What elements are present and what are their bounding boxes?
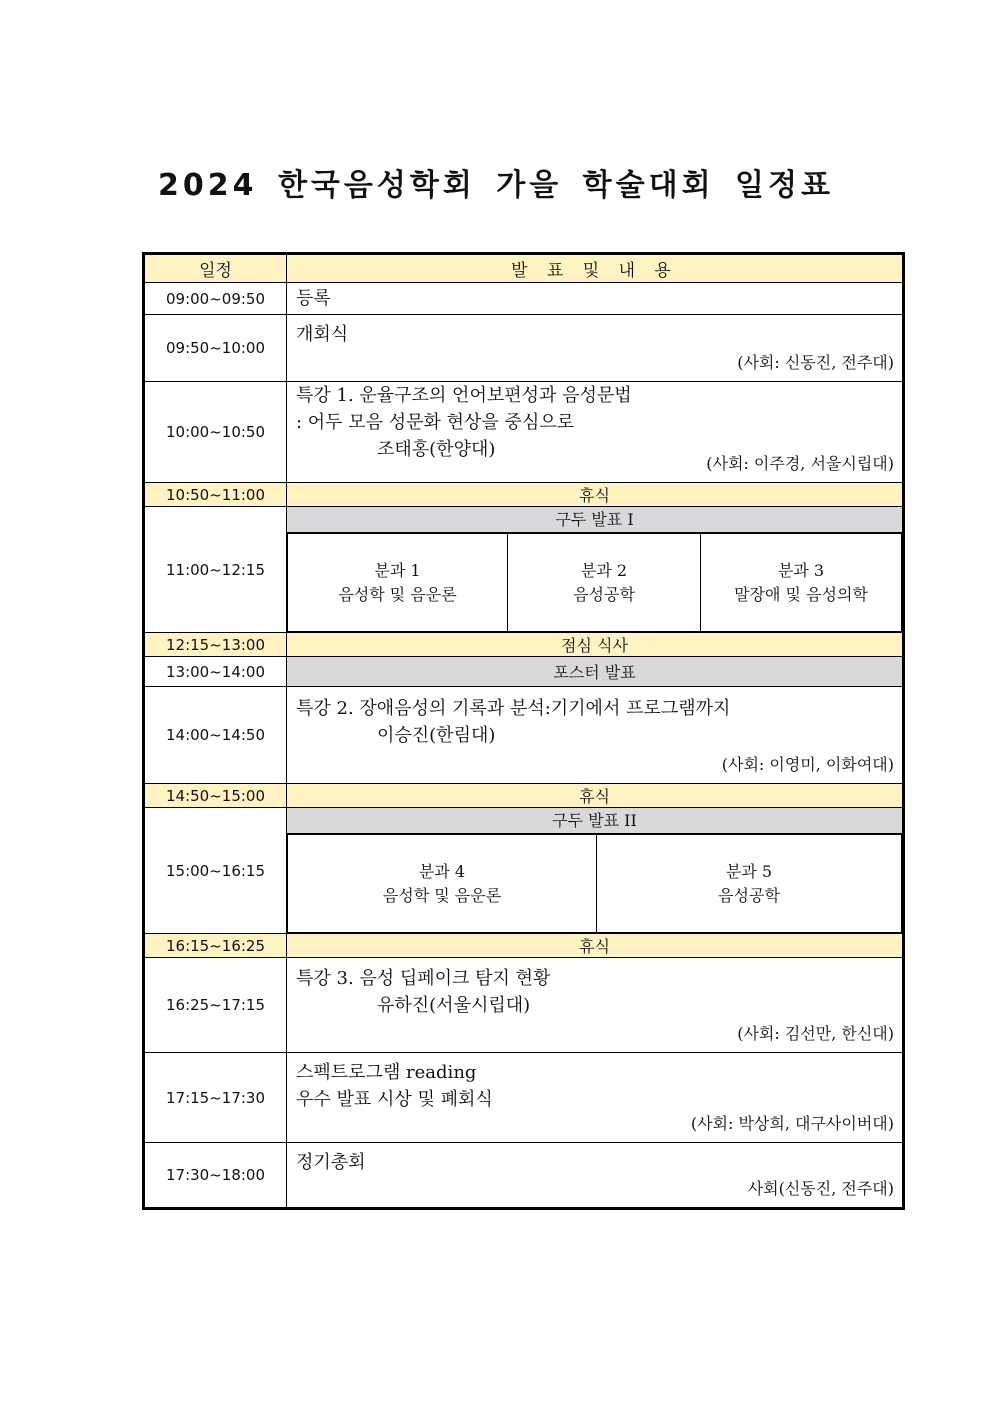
- track-topic: 음성공학: [573, 584, 635, 604]
- content-cell: [287, 1143, 904, 1209]
- time-cell: 09:50~10:00: [144, 315, 287, 382]
- table-row-break: [144, 934, 904, 958]
- time-cell: 11:00~12:15: [144, 507, 287, 633]
- session-title: 구두 발표 I: [287, 507, 902, 533]
- host-info: (사회: 이주경, 서울시립대): [706, 454, 894, 473]
- break-label: 휴식: [287, 934, 904, 958]
- schedule-table: [142, 252, 905, 1210]
- track-topic: 말장애 및 음성의학: [734, 584, 868, 604]
- track-name: 분과 5: [725, 861, 773, 881]
- table-header-row: [144, 254, 904, 283]
- content-cell: [287, 283, 904, 315]
- content-cell: [287, 315, 904, 382]
- time-cell: 10:50~11:00: [144, 483, 287, 507]
- speaker: 조태홍(한양대): [377, 439, 496, 460]
- track-topic: 음성학 및 음운론: [382, 885, 502, 905]
- item-title: 개회식: [296, 324, 349, 345]
- time-cell: 13:00~14:00: [144, 657, 287, 687]
- item-title: 스펙트로그램 reading: [296, 1062, 477, 1083]
- track-topic: 음성공학: [718, 885, 780, 905]
- item-subtitle: 우수 발표 시상 및 폐회식: [296, 1089, 493, 1110]
- lecture-title: 특강 3. 음성 딥페이크 탐지 현황: [296, 968, 551, 989]
- table-row-break: [144, 633, 904, 657]
- break-label: 점심 식사: [287, 633, 904, 657]
- page-title: 2024 한국음성학회 가을 학술대회 일정표: [158, 168, 834, 203]
- track-name: 분과 1: [374, 560, 421, 580]
- content-cell: [287, 1053, 904, 1143]
- break-label: 휴식: [287, 483, 904, 507]
- content-cell: [287, 687, 904, 784]
- table-row: [144, 958, 904, 1053]
- time-cell: 12:15~13:00: [144, 633, 287, 657]
- break-label: 휴식: [287, 784, 904, 808]
- track-topic: 음성학 및 음운론: [338, 584, 457, 604]
- track-4: [288, 835, 597, 933]
- table-row: [144, 687, 904, 784]
- poster-label: 포스터 발표: [287, 657, 904, 687]
- table-row-break: [144, 483, 904, 507]
- time-cell: 10:00~10:50: [144, 382, 287, 483]
- time-cell: 15:00~16:15: [144, 808, 287, 934]
- table-row: [144, 1053, 904, 1143]
- track-name: 분과 4: [418, 861, 466, 881]
- session-cell: [287, 507, 904, 633]
- speaker: 유하진(서울시립대): [377, 995, 531, 1016]
- host-info: (사회: 김선만, 한신대): [737, 1024, 894, 1043]
- session-title: 구두 발표 II: [287, 808, 902, 834]
- lecture-title: 특강 2. 장애음성의 기록과 분석:기기에서 프로그램까지: [296, 698, 731, 719]
- host-info: 사회(신동진, 전주대): [747, 1179, 894, 1198]
- header-content: 발 표 및 내 용: [287, 254, 904, 283]
- track-name: 분과 3: [777, 560, 825, 580]
- track-3: [701, 534, 902, 632]
- track-2: [508, 534, 701, 632]
- speaker: 이승진(한림대): [377, 725, 496, 746]
- track-table: [287, 533, 902, 632]
- session-cell: [287, 808, 904, 934]
- table-row-break: [144, 784, 904, 808]
- time-cell: 17:15~17:30: [144, 1053, 287, 1143]
- time-cell: 16:15~16:25: [144, 934, 287, 958]
- host-info: (사회: 박상희, 대구사이버대): [690, 1114, 894, 1133]
- table-row: [144, 808, 904, 934]
- track-5: [597, 835, 902, 933]
- time-cell: 17:30~18:00: [144, 1143, 287, 1209]
- content-cell: [287, 958, 904, 1053]
- content-cell: [287, 382, 904, 483]
- table-row: [144, 315, 904, 382]
- host-info: (사회: 이영미, 이화여대): [721, 755, 894, 774]
- host-info: (사회: 신동진, 전주대): [737, 353, 894, 372]
- table-row: [144, 507, 904, 633]
- table-row: [144, 283, 904, 315]
- track-1: [288, 534, 508, 632]
- table-row: [144, 382, 904, 483]
- header-schedule: 일정: [144, 254, 287, 283]
- table-row: [144, 1143, 904, 1209]
- time-cell: 09:00~09:50: [144, 283, 287, 315]
- time-cell: 14:00~14:50: [144, 687, 287, 784]
- lecture-subtitle: : 어두 모음 성문화 현상을 중심으로: [296, 412, 575, 433]
- table-row: [144, 657, 904, 687]
- time-cell: 14:50~15:00: [144, 784, 287, 808]
- track-table: [287, 834, 902, 933]
- item-title: 정기총회: [296, 1152, 366, 1173]
- track-name: 분과 2: [580, 560, 628, 580]
- item-title: 등록: [296, 288, 331, 309]
- lecture-title: 특강 1. 운율구조의 언어보편성과 음성문법: [296, 385, 632, 406]
- time-cell: 16:25~17:15: [144, 958, 287, 1053]
